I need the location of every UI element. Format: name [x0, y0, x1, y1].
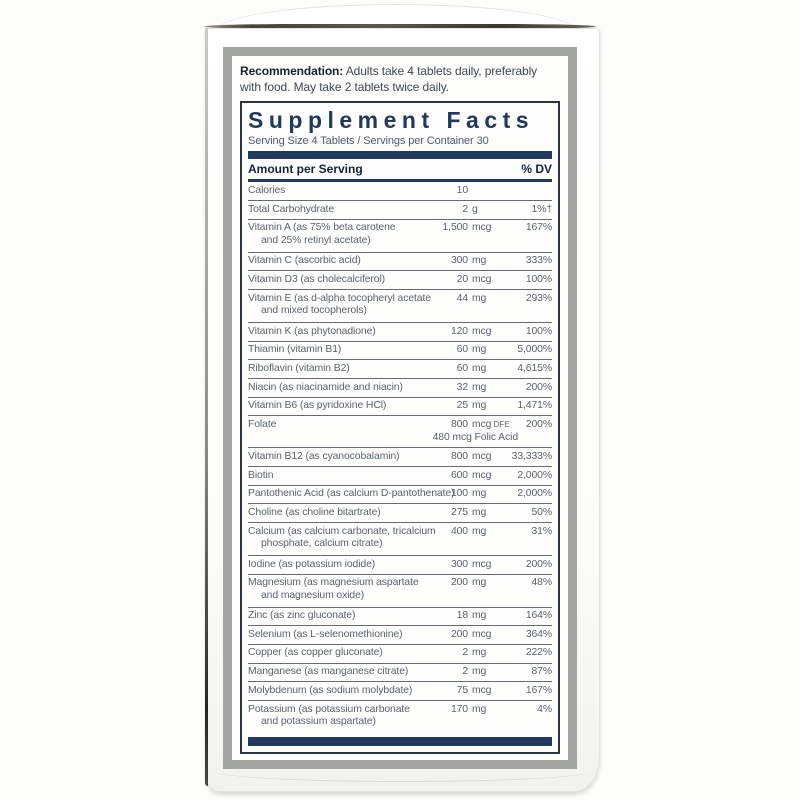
row-amount-unit: mg	[472, 381, 487, 393]
row-amount-unit: mcg	[472, 558, 492, 570]
row-amount-number: 400	[450, 525, 468, 537]
row-name	[248, 685, 457, 698]
row-dv: 222%	[525, 647, 552, 659]
row-dv: 364%	[525, 628, 552, 640]
row-amount-unit: mg	[472, 666, 487, 678]
row-amount-number: 2	[462, 666, 468, 678]
row-dv: 5,000%	[517, 344, 552, 356]
row-amount-number: 32	[456, 381, 468, 393]
divider-bar-bottom	[248, 737, 552, 746]
row-amount-unit: mg	[472, 344, 487, 356]
row-name-line1: Riboflavin (vitamin B2)	[248, 362, 350, 374]
table-row	[248, 378, 552, 397]
recommendation-text	[240, 64, 560, 95]
recommendation-label: Recommendation:	[240, 64, 344, 78]
table-row	[248, 447, 552, 466]
table-row	[248, 663, 552, 682]
row-amount-number: 1,500	[442, 222, 468, 234]
row-name	[248, 451, 451, 464]
row-name	[248, 704, 451, 729]
row-amount-number: 300	[450, 558, 468, 570]
row-name-line1: Vitamin K (as phytonadione)	[248, 325, 376, 337]
table-row	[248, 252, 552, 271]
column-header	[248, 159, 552, 179]
row-name-line1: Zinc (as zinc gluconate)	[248, 610, 356, 622]
row-dv: 200%	[525, 381, 552, 393]
row-name-line1: Potassium (as potassium carbonate	[248, 703, 410, 715]
row-name-line1: Vitamin E (as d-alpha tocopheryl acetate	[248, 292, 431, 304]
row-name-line1: Pantothenic Acid (as calcium D-pantothenate)	[248, 488, 455, 500]
row-name-line2: phosphate, calcium citrate)	[261, 538, 383, 550]
row-dv: 4%	[537, 703, 552, 715]
row-name	[248, 419, 451, 432]
table-row	[248, 574, 552, 607]
label-area	[232, 56, 568, 760]
row-name	[248, 400, 457, 413]
row-name	[248, 647, 462, 660]
row-name	[248, 666, 462, 679]
table-row	[248, 359, 552, 378]
row-dv: 2,000%	[517, 488, 552, 500]
row-dv: 167%	[525, 684, 552, 696]
column-header-amount: Amount per Serving	[248, 162, 363, 176]
row-subline: 480 mcg Folic Acid	[432, 432, 518, 444]
row-name	[248, 629, 451, 642]
row-amount-number: 10	[456, 185, 468, 196]
row-dv: 50%	[531, 506, 552, 518]
serving-size-line: Serving Size 4 Tablets / Servings per Container 30	[248, 135, 489, 147]
table-row	[248, 415, 552, 447]
recommendation-line2: with food. May take 2 tablets twice daily.	[240, 79, 450, 94]
table-row	[248, 270, 552, 289]
row-name	[248, 382, 457, 395]
row-amount-unit: mcg	[472, 273, 492, 285]
table-row	[248, 219, 552, 252]
row-dv: 31%	[531, 525, 552, 537]
row-amount-unit: mg	[472, 506, 487, 518]
row-name-line1: Choline (as choline bitartrate)	[248, 506, 381, 518]
row-amount-number: 275	[450, 506, 468, 518]
row-amount-number: 44	[456, 292, 468, 304]
table-row	[248, 397, 552, 416]
facts-title: Supplement Facts	[248, 107, 535, 133]
row-name	[248, 577, 451, 602]
table-row	[248, 466, 552, 485]
row-name-line2: and potassium aspartate)	[261, 716, 376, 728]
table-row	[248, 485, 552, 504]
row-amount-number: 25	[456, 400, 468, 412]
table-row	[248, 522, 552, 555]
row-amount-number: 60	[456, 344, 468, 356]
row-amount-number: 170	[450, 703, 468, 715]
table-row	[248, 322, 552, 341]
row-dv: 100%	[525, 273, 552, 285]
row-name	[248, 363, 457, 376]
row-name-line1: Magnesium (as magnesium aspartate	[248, 577, 419, 589]
recommendation-line1: Adults take 4 tablets daily, preferably	[343, 64, 538, 78]
row-dv: 200%	[525, 418, 552, 430]
supplement-facts-panel	[240, 101, 560, 754]
table-row	[248, 341, 552, 360]
row-dv: 293%	[525, 292, 552, 304]
row-amount-unit: mcg	[472, 325, 492, 337]
row-name	[248, 204, 462, 217]
row-name-line1: Thiamin (vitamin B1)	[248, 344, 342, 356]
row-name-line1: Calories	[248, 185, 286, 196]
row-amount-unit: mg	[472, 703, 487, 715]
row-dv: 4,615%	[517, 362, 552, 374]
row-dv: 48%	[531, 577, 552, 589]
row-name-line1: Copper (as copper gluconate)	[248, 647, 383, 659]
row-amount-unit: mg	[472, 488, 487, 500]
row-name-line2: and mixed tocopherols)	[261, 305, 367, 317]
row-name-line1: Vitamin A (as 75% beta carotene	[248, 222, 396, 234]
row-amount-number: 200	[450, 628, 468, 640]
row-dv: 333%	[525, 255, 552, 267]
row-dv: 1%†	[531, 203, 552, 215]
row-name-line1: Selenium (as L-selenomethionine)	[248, 628, 403, 640]
row-name	[248, 274, 457, 287]
row-amount-unit: mcg	[472, 450, 492, 462]
row-amount-unit: mg	[472, 400, 487, 412]
row-name	[248, 610, 457, 623]
row-dv: 164%	[525, 610, 552, 622]
row-amount-number: 2	[462, 647, 468, 659]
row-amount-unit: mcg DFE	[472, 418, 510, 430]
row-amount-number: 75	[456, 684, 468, 696]
row-amount-number: 20	[456, 273, 468, 285]
row-amount-unit: mg	[472, 255, 487, 267]
row-amount-number: 18	[456, 610, 468, 622]
row-dv: 1,471%	[517, 400, 552, 412]
row-name-line1: Vitamin C (ascorbic acid)	[248, 255, 361, 267]
row-amount-number: 200	[450, 577, 468, 589]
table-row	[248, 200, 552, 219]
row-dv: 2,000%	[517, 469, 552, 481]
table-row	[248, 607, 552, 626]
row-amount-unit: mcg	[472, 628, 492, 640]
row-name	[248, 344, 457, 357]
row-name-line1: Calcium (as calcium carbonate, tricalcium	[248, 525, 436, 537]
row-amount-number: 60	[456, 362, 468, 374]
label-frame	[223, 47, 577, 769]
table-row	[248, 700, 552, 733]
row-amount-unit: mg	[472, 647, 487, 659]
row-name-line1: Molybdenum (as sodium molybdate)	[248, 684, 413, 696]
row-name-line2: and magnesium oxide)	[261, 589, 365, 601]
row-amount-unit: mg	[472, 577, 487, 589]
row-dv: 167%	[525, 222, 552, 234]
table-row	[248, 681, 552, 700]
row-name	[248, 326, 451, 339]
row-amount-unit: g	[472, 203, 478, 215]
row-name-line1: Total Carbohydrate	[248, 203, 334, 215]
row-dv: 200%	[525, 558, 552, 570]
row-name	[248, 559, 451, 572]
row-amount-number: 800	[450, 450, 468, 462]
row-name	[248, 488, 455, 501]
row-amount-number: 120	[450, 325, 468, 337]
row-name-line2: and 25% retinyl acetate)	[261, 234, 371, 246]
row-name-line1: Manganese (as manganese citrate)	[248, 666, 409, 678]
row-name-line1: Folate	[248, 418, 277, 430]
table-row	[248, 503, 552, 522]
row-name-line1: Biotin	[248, 469, 274, 481]
row-name	[248, 293, 457, 318]
row-name-line1: Vitamin B12 (as cyanocobalamin)	[248, 450, 400, 462]
row-name-line1: Vitamin D3 (as cholecalciferol)	[248, 273, 386, 285]
row-amount-number: 2	[462, 203, 468, 215]
row-amount-unit: mcg	[472, 469, 492, 481]
row-name	[248, 526, 451, 551]
row-name	[248, 255, 451, 268]
row-amount-unit: mg	[472, 610, 487, 622]
row-amount-unit: mg	[472, 362, 487, 374]
row-amount-number: 800	[450, 418, 468, 430]
row-name-line1: Vitamin B6 (as pyridoxine HCl)	[248, 400, 387, 412]
table-row	[248, 644, 552, 663]
row-name-line1: Iodine (as potassium iodide)	[248, 558, 376, 570]
row-name	[248, 185, 457, 198]
row-amount-unit: mg	[472, 292, 487, 304]
table-row	[248, 289, 552, 322]
row-amount-number: 300	[450, 255, 468, 267]
table-row	[248, 625, 552, 644]
divider-bar-top	[248, 151, 552, 159]
row-amount-unit: mcg	[472, 222, 492, 234]
row-amount-unit: mcg	[472, 684, 492, 696]
row-name	[248, 507, 451, 520]
row-dv: 33,333%	[511, 450, 552, 462]
row-dv: 100%	[525, 325, 552, 337]
column-header-dv: % DV	[521, 162, 552, 176]
row-name-line1: Niacin (as niacinamide and niacin)	[248, 381, 403, 393]
row-amount-suffix: DFE	[491, 419, 510, 429]
row-name	[248, 222, 442, 247]
row-amount-number: 100	[450, 488, 468, 500]
facts-rows	[248, 183, 552, 734]
row-amount-number: 600	[450, 469, 468, 481]
table-row	[248, 183, 552, 201]
table-row	[248, 555, 552, 574]
row-name	[248, 470, 451, 483]
header-rule	[248, 179, 552, 182]
box-left-edge	[205, 28, 208, 786]
row-dv: 87%	[531, 666, 552, 678]
row-amount-unit: mg	[472, 525, 487, 537]
